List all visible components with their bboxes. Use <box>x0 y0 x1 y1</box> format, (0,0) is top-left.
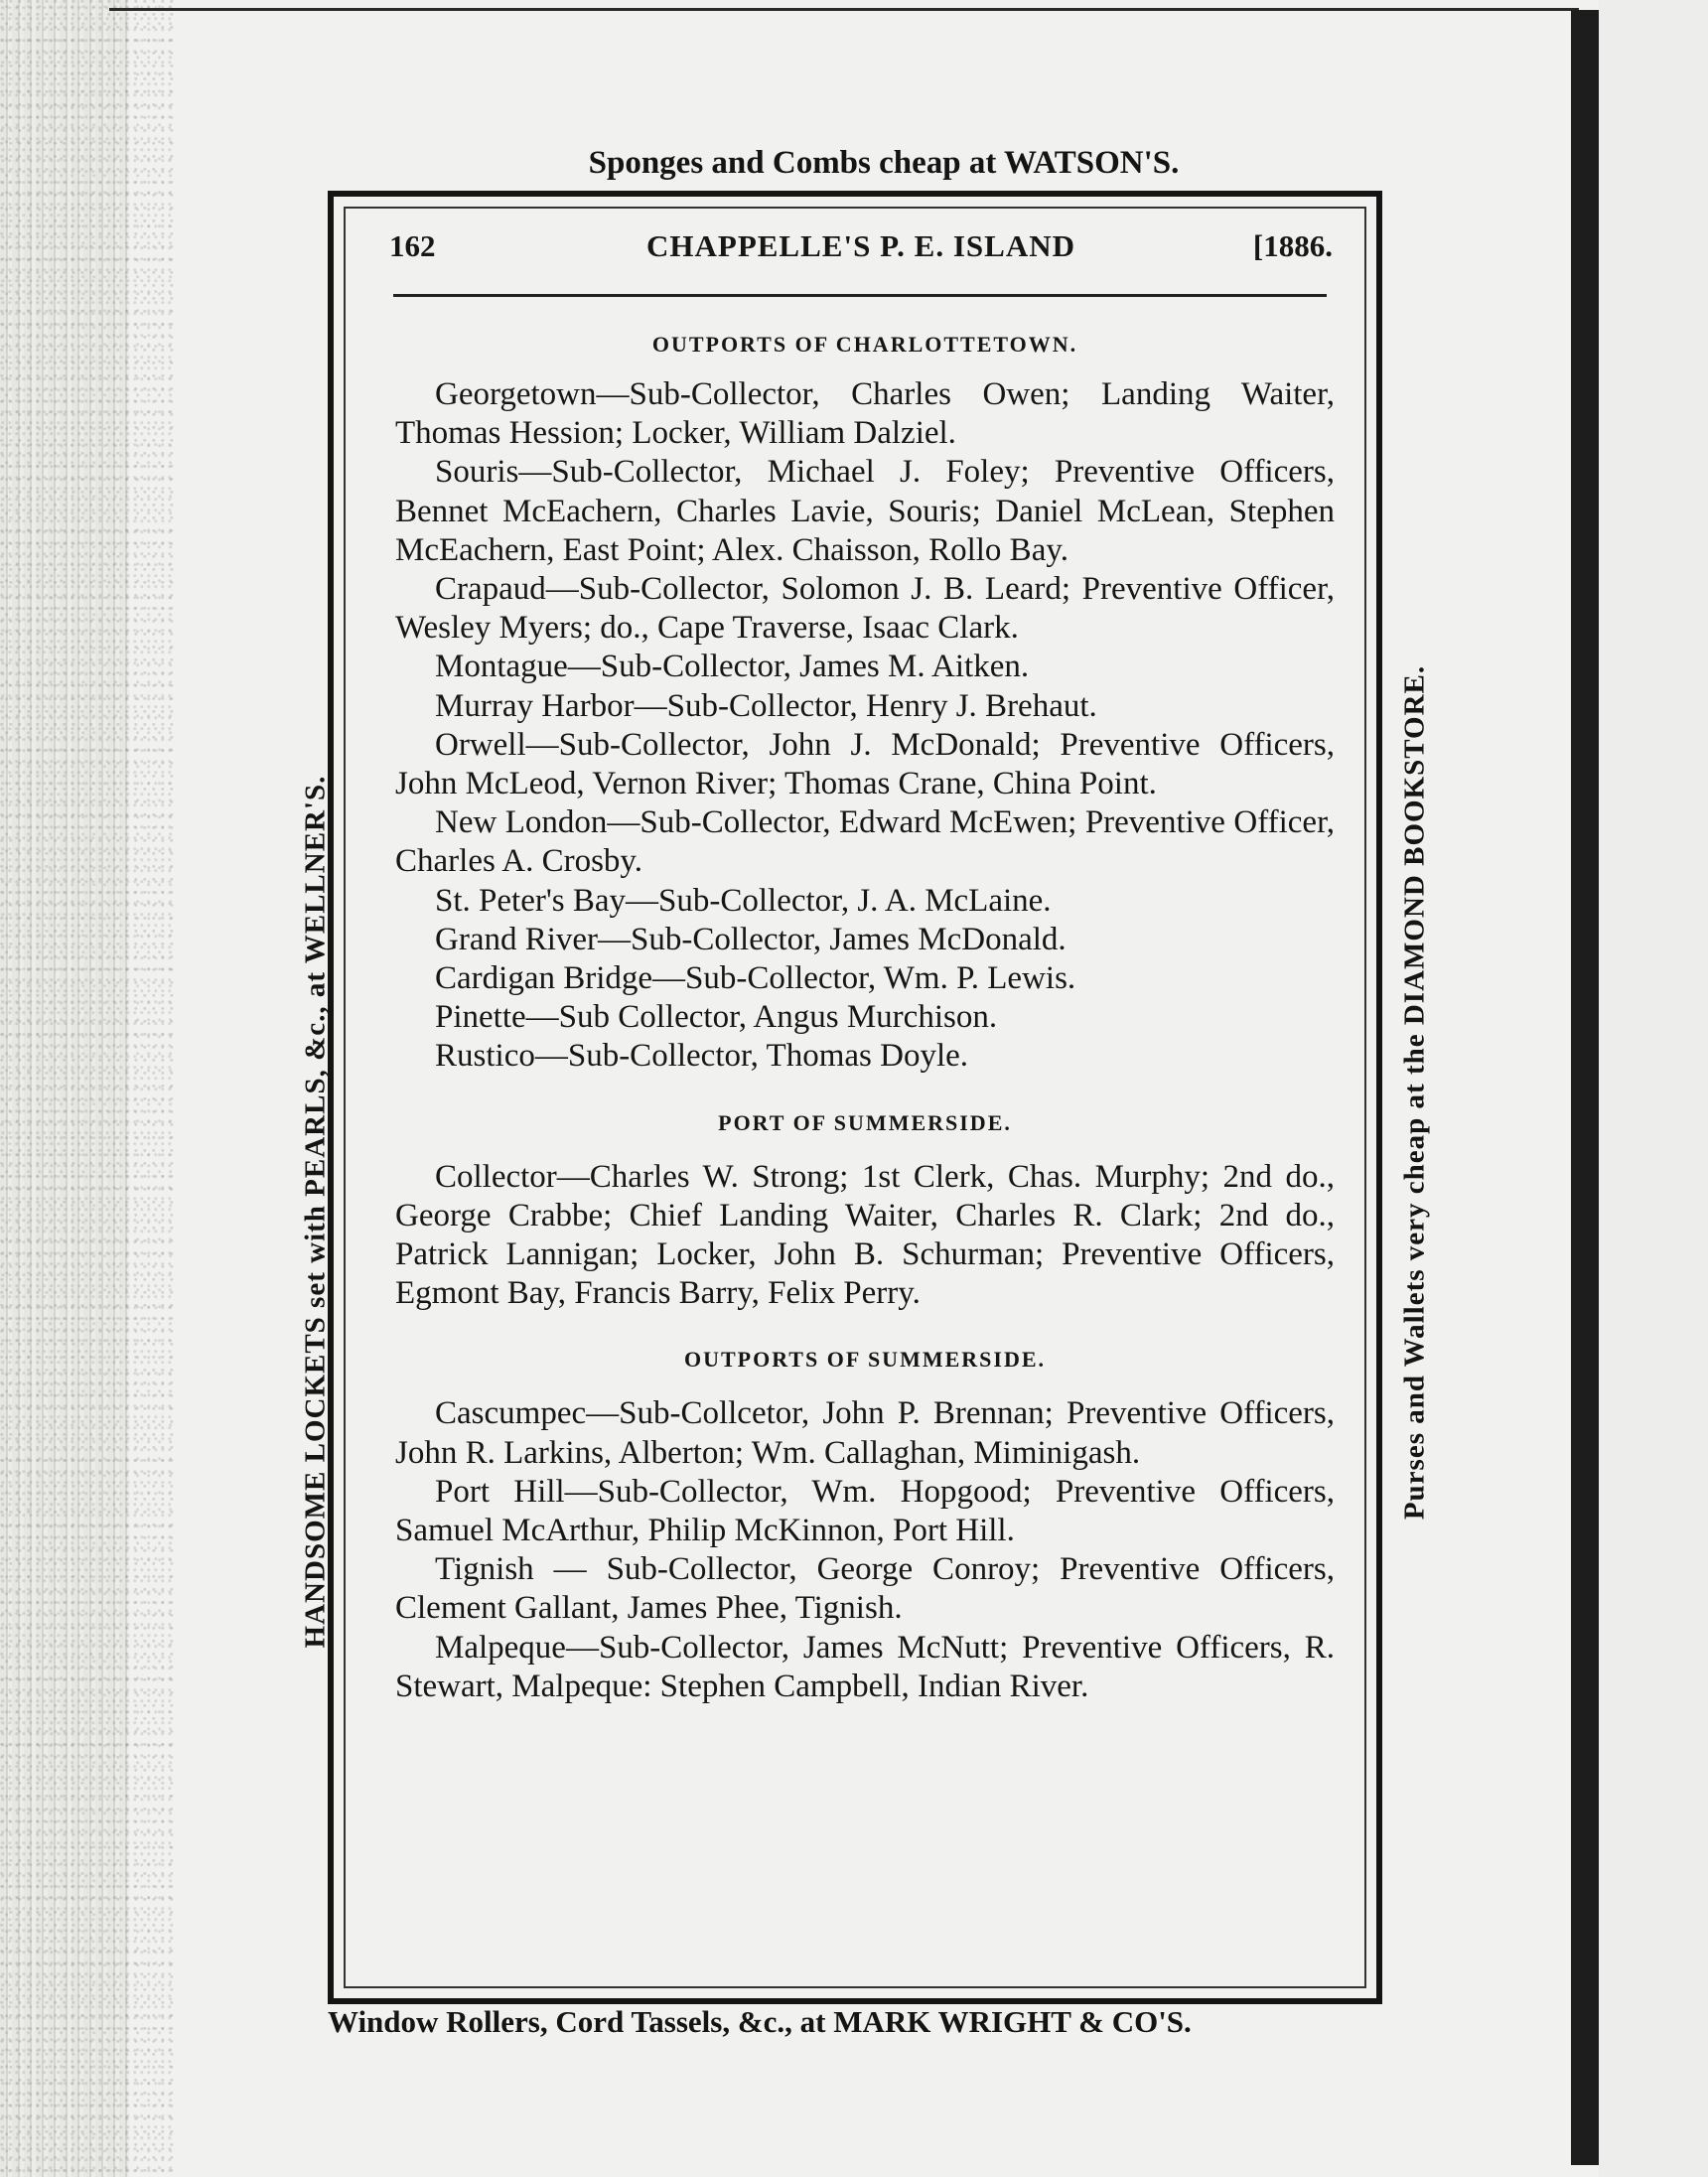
list-item: Collector—Charles W. Strong; 1st Clerk, Chas. Murphy; 2nd do., George Crabbe; Chief Landing Waiter, Charles R. Clark; 2nd do., Patrick Lannigan; Locker, John B. Schurman; Preventive Officers, Egmont Bay, Francis Barry, Felix Perry. <box>395 1158 1335 1312</box>
section-port-summerside <box>395 1106 1335 1314</box>
header-rule <box>393 294 1327 297</box>
section-title: OUTPORTS OF CHARLOTTETOWN. <box>651 332 1078 357</box>
list-item: Cardigan Bridge—Sub-Collector, Wm. P. Lewis. <box>435 960 1076 997</box>
running-year: [1886. <box>1252 228 1333 263</box>
list-item: Murray Harbor—Sub-Collector, Henry J. Brehaut. <box>435 687 1097 724</box>
list-item: Tignish — Sub-Collector, George Conroy; Preventive Officers, Clement Gallant, James Phee, Tignish. <box>395 1551 1335 1627</box>
list-item: Rustico—Sub-Collector, Thomas Doyle. <box>435 1038 969 1075</box>
list-item: Port Hill—Sub-Collector, Wm. Hopgood; Preventive Officers, Samuel McArthur, Philip McKinnon, Port Hill. <box>395 1473 1335 1549</box>
page-edge-speckle <box>0 0 174 2177</box>
list-item: Georgetown—Sub-Collector, Charles Owen; Landing Waiter, Thomas Hession; Locker, William Dalziel. <box>395 376 1335 452</box>
list-item: St. Peter's Bay—Sub-Collector, J. A. McLaine. <box>435 882 1052 919</box>
section-title: PORT OF SUMMERSIDE. <box>718 1109 1012 1135</box>
top-border-line <box>109 8 1579 11</box>
facing-page-edge <box>1599 0 1708 2177</box>
list-item: Pinette—Sub Collector, Angus Murchison. <box>435 999 998 1036</box>
left-advertisement: HANDSOME LOCKETS set with PEARLS, &c., at WELLNER'S. <box>299 775 332 1649</box>
list-item: Souris—Sub-Collector, Michael J. Foley; Preventive Officers, Bennet McEachern, Charles Lavie, Souris; Daniel McLean, Stephen McEachern, East Point; Alex. Chaisson, Rollo Bay. <box>395 454 1335 568</box>
running-title: CHAPPELLE'S P. E. ISLAND <box>646 228 1075 263</box>
top-advertisement: Sponges and Combs cheap at WATSON'S. <box>588 145 1180 181</box>
running-header <box>389 228 1333 268</box>
bottom-advertisement: Window Rollers, Cord Tassels, &c., at MARK WRIGHT & CO'S. <box>328 2004 1192 2039</box>
list-item: Malpeque—Sub-Collector, James McNutt; Preventive Officers, R. Stewart, Malpeque: Stephen Campbell, Indian River. <box>395 1629 1335 1704</box>
list-item: Cascumpec—Sub-Collcetor, John P. Brennan; Preventive Officers, John R. Larkins, Alberton; Wm. Callaghan, Miminigash. <box>395 1395 1335 1471</box>
list-item: Orwell—Sub-Collector, John J. McDonald; Preventive Officers, John McLeod, Vernon River; Thomas Crane, China Point. <box>395 726 1335 802</box>
list-item: New London—Sub-Collector, Edward McEwen; Preventive Officer, Charles A. Crosby. <box>395 804 1335 880</box>
book-spine <box>1571 10 1599 2165</box>
section-outports-summerside <box>395 1343 1335 1706</box>
right-advertisement: Purses and Wallets very cheap at the DIAMOND BOOKSTORE. <box>1398 664 1431 1521</box>
section-title: OUTPORTS OF SUMMERSIDE. <box>683 1347 1047 1373</box>
list-item: Montague—Sub-Collector, James M. Aitken. <box>435 649 1030 685</box>
page-number: 162 <box>389 228 436 263</box>
page-body <box>395 322 1335 1706</box>
list-item: Grand River—Sub-Collector, James McDonald. <box>435 921 1067 957</box>
list-item: Crapaud—Sub-Collector, Solomon J. B. Leard; Preventive Officer, Wesley Myers; do., Cape Traverse, Isaac Clark. <box>395 571 1335 647</box>
section-outports-charlottetown <box>395 328 1335 1077</box>
